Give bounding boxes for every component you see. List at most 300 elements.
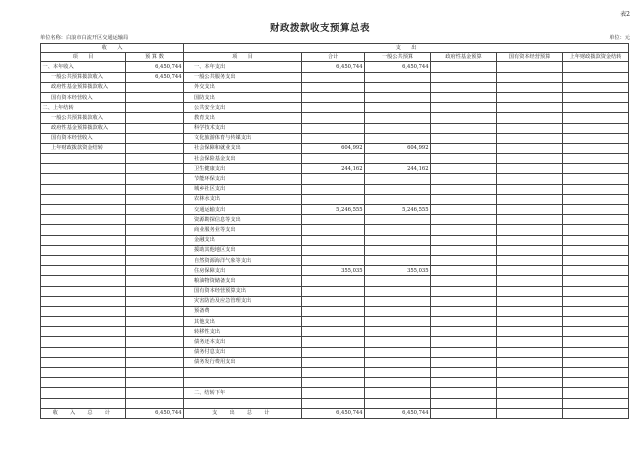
- gov-fund-value: [431, 255, 497, 265]
- carryover-value: [563, 62, 629, 72]
- state-capital-value: [497, 317, 563, 327]
- income-item: [41, 357, 126, 367]
- state-capital-value: [497, 276, 563, 286]
- expense-item: 社会保险基金支出: [184, 154, 302, 164]
- income-item: [41, 398, 126, 408]
- gov-fund-value: [431, 276, 497, 286]
- general-budget-value: [365, 194, 431, 204]
- table-row: [41, 113, 629, 123]
- income-item: [41, 215, 126, 225]
- gov-fund-value: [431, 184, 497, 194]
- income-item: 上年财政拨款资金结转: [41, 143, 126, 153]
- income-item: [41, 317, 126, 327]
- carryover-value: [563, 337, 629, 347]
- income-item: 政府性基金预算拨款收入: [41, 82, 126, 92]
- general-budget-value: [365, 235, 431, 245]
- general-budget-value: [365, 245, 431, 255]
- income-value: [126, 82, 184, 92]
- general-budget-value: [365, 174, 431, 184]
- income-item: [41, 337, 126, 347]
- state-capital-value: [497, 235, 563, 245]
- state-capital-value: [497, 215, 563, 225]
- expense-item: 国有资本经营预算支出: [184, 286, 302, 296]
- table-row: [41, 327, 629, 337]
- income-item: [41, 255, 126, 265]
- table-row: [41, 72, 629, 82]
- income-value: [126, 133, 184, 143]
- carryover-value: [563, 255, 629, 265]
- header-row-group: [41, 44, 629, 53]
- state-capital-header: 国有资本经营预算: [497, 53, 563, 62]
- income-item: [41, 266, 126, 276]
- general-budget-value: [365, 286, 431, 296]
- expense-group-header: 支 出: [184, 44, 629, 53]
- total-value: [302, 215, 365, 225]
- gov-fund-value: [431, 378, 497, 388]
- income-value: [126, 368, 184, 378]
- total-value: [302, 82, 365, 92]
- income-value: [126, 194, 184, 204]
- state-capital-value: [497, 388, 563, 398]
- total-value: [302, 317, 365, 327]
- state-capital-value: [497, 245, 563, 255]
- general-budget-value: [365, 215, 431, 225]
- income-item: 政府性基金预算拨款收入: [41, 123, 126, 133]
- income-value: [126, 225, 184, 235]
- gov-fund-value: [431, 306, 497, 316]
- gov-fund-value: [431, 82, 497, 92]
- total-value: [302, 327, 365, 337]
- total-value: [302, 368, 365, 378]
- carryover-value: [563, 225, 629, 235]
- expense-item: [184, 398, 302, 408]
- state-capital-value: [497, 286, 563, 296]
- income-item-header: 项 目: [41, 53, 126, 62]
- state-capital-value: [497, 184, 563, 194]
- gov-fund-header: 政府性基金预算: [431, 53, 497, 62]
- table-row: [41, 276, 629, 286]
- totals-row: [41, 408, 629, 418]
- income-item: [41, 327, 126, 337]
- expense-item: [184, 378, 302, 388]
- general-budget-value: [365, 276, 431, 286]
- general-budget-value: [365, 225, 431, 235]
- carryover-value: [563, 266, 629, 276]
- general-budget-total: 6,450,744: [365, 408, 431, 418]
- carryover-value: [563, 174, 629, 184]
- total-value: [302, 154, 365, 164]
- total-value: [302, 337, 365, 347]
- expense-item: 预备费: [184, 306, 302, 316]
- unit-label: 单位：元: [609, 35, 630, 41]
- state-capital-value: [497, 205, 563, 215]
- general-budget-value: [365, 103, 431, 113]
- income-value: [126, 398, 184, 408]
- total-value: [302, 245, 365, 255]
- expense-item: 农林水支出: [184, 194, 302, 204]
- carryover-value: [563, 388, 629, 398]
- expense-item: 债务付息支出: [184, 347, 302, 357]
- general-budget-value: 355,035: [365, 266, 431, 276]
- state-capital-value: [497, 72, 563, 82]
- total-value: [302, 133, 365, 143]
- income-value: [126, 276, 184, 286]
- expense-item: 社会保障和就业支出: [184, 143, 302, 153]
- gov-fund-value: [431, 103, 497, 113]
- state-capital-value: [497, 357, 563, 367]
- general-budget-value: 604,992: [365, 143, 431, 153]
- income-value: [126, 327, 184, 337]
- expense-item: 文化旅游体育与传媒支出: [184, 133, 302, 143]
- total-value: [302, 378, 365, 388]
- income-item: [41, 225, 126, 235]
- table-row: [41, 347, 629, 357]
- form-number: 表2: [620, 11, 630, 18]
- income-value: [126, 388, 184, 398]
- table-row: [41, 225, 629, 235]
- income-total-value: 6,450,744: [126, 408, 184, 418]
- income-item: [41, 368, 126, 378]
- state-capital-value: [497, 368, 563, 378]
- state-capital-value: [497, 92, 563, 102]
- expense-item: 债务发行费用支出: [184, 357, 302, 367]
- state-capital-value: [497, 62, 563, 72]
- general-budget-value: [365, 72, 431, 82]
- carryover-value: [563, 194, 629, 204]
- general-budget-value: [365, 123, 431, 133]
- expense-item: 节能环保支出: [184, 174, 302, 184]
- gov-fund-value: [431, 398, 497, 408]
- table-row: [41, 378, 629, 388]
- state-capital-value: [497, 123, 563, 133]
- expense-item: 灾害防治及应急管理支出: [184, 296, 302, 306]
- general-budget-value: 244,162: [365, 164, 431, 174]
- total-value: 5,246,555: [302, 205, 365, 215]
- total-value: [302, 388, 365, 398]
- gov-fund-value: [431, 215, 497, 225]
- general-budget-value: 5,246,555: [365, 205, 431, 215]
- income-item: 二、上年结转: [41, 103, 126, 113]
- table-row: [41, 143, 629, 153]
- expense-item: 二、结转下年: [184, 388, 302, 398]
- page-title: 财政拨款收支预算总表: [269, 23, 370, 34]
- income-item: [41, 235, 126, 245]
- carryover-value: [563, 164, 629, 174]
- expense-item: 城乡社区支出: [184, 184, 302, 194]
- income-item: 一般公共预算拨款收入: [41, 113, 126, 123]
- carryover-value: [563, 82, 629, 92]
- total-value: [302, 103, 365, 113]
- expense-item: 外交支出: [184, 82, 302, 92]
- total-value: [302, 357, 365, 367]
- total-value: [302, 398, 365, 408]
- income-item: 国有资本经营收入: [41, 92, 126, 102]
- table-row: [41, 215, 629, 225]
- expense-item: 债务还本支出: [184, 337, 302, 347]
- income-item: [41, 184, 126, 194]
- expense-item: [184, 368, 302, 378]
- expense-item: 粮油物资储备支出: [184, 276, 302, 286]
- gov-fund-value: [431, 154, 497, 164]
- gov-fund-value: [431, 72, 497, 82]
- income-value: [126, 357, 184, 367]
- general-budget-header: 一般公共预算: [365, 53, 431, 62]
- income-budget-header: 预 算 数: [126, 53, 184, 62]
- income-value: [126, 347, 184, 357]
- table-row: [41, 62, 629, 72]
- income-value: [126, 245, 184, 255]
- state-capital-value: [497, 306, 563, 316]
- income-item: [41, 296, 126, 306]
- expense-item: 其他支出: [184, 317, 302, 327]
- income-item: [41, 245, 126, 255]
- table-row: [41, 337, 629, 347]
- table-row: [41, 123, 629, 133]
- income-item: [41, 378, 126, 388]
- gov-fund-value: [431, 123, 497, 133]
- expense-item: 自然资源海洋气象等支出: [184, 255, 302, 265]
- table-row: [41, 103, 629, 113]
- total-value: [302, 174, 365, 184]
- expense-item: 转移性支出: [184, 327, 302, 337]
- total-value: 6,450,744: [302, 62, 365, 72]
- expense-item-header: 项 目: [184, 53, 302, 62]
- income-item: [41, 205, 126, 215]
- general-budget-value: [365, 82, 431, 92]
- table-row: [41, 388, 629, 398]
- general-budget-value: [365, 337, 431, 347]
- general-budget-value: [365, 184, 431, 194]
- income-value: [126, 154, 184, 164]
- carryover-value: [563, 296, 629, 306]
- income-value: [126, 164, 184, 174]
- gov-fund-value: [431, 194, 497, 204]
- gov-fund-value: [431, 245, 497, 255]
- carryover-value: [563, 113, 629, 123]
- income-value: 6,450,744: [126, 62, 184, 72]
- expense-item: 资源勘探信息等支出: [184, 215, 302, 225]
- state-capital-value: [497, 347, 563, 357]
- gov-fund-value: [431, 317, 497, 327]
- carryover-value: [563, 72, 629, 82]
- income-total-label: 收 入 总 计: [41, 408, 126, 418]
- state-capital-value: [497, 194, 563, 204]
- income-item: [41, 306, 126, 316]
- income-value: [126, 296, 184, 306]
- total-header: 合计: [302, 53, 365, 62]
- carryover-value: [563, 92, 629, 102]
- income-value: [126, 92, 184, 102]
- state-capital-value: [497, 174, 563, 184]
- carryover-header: 上年财政拨款资金结转: [563, 53, 629, 62]
- carryover-value: [563, 215, 629, 225]
- state-capital-value: [497, 266, 563, 276]
- income-value: [126, 103, 184, 113]
- carryover-value: [563, 276, 629, 286]
- state-capital-value: [497, 296, 563, 306]
- state-capital-value: [497, 154, 563, 164]
- gov-fund-value: [431, 337, 497, 347]
- expense-item: 金融支出: [184, 235, 302, 245]
- total-value: [302, 123, 365, 133]
- unit-line: [40, 35, 630, 42]
- total-value: [302, 72, 365, 82]
- table-row: [41, 398, 629, 408]
- table-row: [41, 255, 629, 265]
- general-budget-value: [365, 388, 431, 398]
- total-value: [302, 255, 365, 265]
- income-group-header: 收 入: [41, 44, 184, 53]
- table-row: [41, 174, 629, 184]
- general-budget-value: [365, 398, 431, 408]
- carryover-value: [563, 306, 629, 316]
- state-capital-value: [497, 113, 563, 123]
- gov-fund-value: [431, 205, 497, 215]
- income-value: [126, 113, 184, 123]
- general-budget-value: [365, 133, 431, 143]
- general-budget-value: [365, 357, 431, 367]
- expense-item: 国防支出: [184, 92, 302, 102]
- state-capital-value: [497, 164, 563, 174]
- income-item: [41, 286, 126, 296]
- income-value: [126, 306, 184, 316]
- carryover-value: [563, 286, 629, 296]
- gov-fund-value: [431, 286, 497, 296]
- general-budget-value: [365, 92, 431, 102]
- table-row: [41, 92, 629, 102]
- gov-fund-value: [431, 225, 497, 235]
- carryover-value: [563, 133, 629, 143]
- general-budget-value: [365, 296, 431, 306]
- income-value: [126, 143, 184, 153]
- gov-fund-value: [431, 357, 497, 367]
- income-value: [126, 266, 184, 276]
- table-row: [41, 296, 629, 306]
- total-value: [302, 184, 365, 194]
- gov-fund-value: [431, 368, 497, 378]
- state-capital-value: [497, 82, 563, 92]
- expense-item: 卫生健康支出: [184, 164, 302, 174]
- carryover-value: [563, 357, 629, 367]
- general-budget-value: [365, 317, 431, 327]
- gov-fund-value: [431, 143, 497, 153]
- carryover-value: [563, 327, 629, 337]
- total-value: [302, 286, 365, 296]
- table-row: [41, 317, 629, 327]
- state-capital-value: [497, 378, 563, 388]
- general-budget-value: [365, 113, 431, 123]
- carryover-total: [563, 408, 629, 418]
- income-value: [126, 123, 184, 133]
- expense-item: 住房保障支出: [184, 266, 302, 276]
- income-value: [126, 215, 184, 225]
- gov-fund-value: [431, 347, 497, 357]
- income-value: [126, 317, 184, 327]
- total-value: [302, 347, 365, 357]
- income-item: [41, 194, 126, 204]
- table-row: [41, 368, 629, 378]
- table-row: [41, 235, 629, 245]
- org-name: 单位名称：白浪市白流开区交通运输局: [40, 35, 129, 41]
- income-item: 一、本年收入: [41, 62, 126, 72]
- carryover-value: [563, 143, 629, 153]
- income-item: [41, 276, 126, 286]
- gov-fund-value: [431, 164, 497, 174]
- income-value: [126, 286, 184, 296]
- general-budget-value: [365, 378, 431, 388]
- expense-item: 一般公共服务支出: [184, 72, 302, 82]
- gov-fund-value: [431, 92, 497, 102]
- gov-fund-value: [431, 174, 497, 184]
- expense-item: 一、本年支出: [184, 62, 302, 72]
- table-row: [41, 154, 629, 164]
- gov-fund-total: [431, 408, 497, 418]
- total-value: [302, 225, 365, 235]
- income-value: 6,450,744: [126, 72, 184, 82]
- state-capital-value: [497, 327, 563, 337]
- gov-fund-value: [431, 266, 497, 276]
- header-row-columns: [41, 53, 629, 62]
- carryover-value: [563, 368, 629, 378]
- table-row: [41, 133, 629, 143]
- table-row: [41, 245, 629, 255]
- total-value: [302, 296, 365, 306]
- state-capital-value: [497, 133, 563, 143]
- general-budget-value: [365, 306, 431, 316]
- carryover-value: [563, 235, 629, 245]
- state-capital-value: [497, 225, 563, 235]
- general-budget-value: [365, 347, 431, 357]
- state-capital-value: [497, 143, 563, 153]
- table-row: [41, 184, 629, 194]
- gov-fund-value: [431, 388, 497, 398]
- income-item: [41, 174, 126, 184]
- expense-total-value: 6,450,744: [302, 408, 365, 418]
- income-item: [41, 388, 126, 398]
- total-value: [302, 92, 365, 102]
- table-row: [41, 82, 629, 92]
- state-capital-value: [497, 398, 563, 408]
- gov-fund-value: [431, 62, 497, 72]
- general-budget-value: [365, 327, 431, 337]
- carryover-value: [563, 347, 629, 357]
- income-value: [126, 205, 184, 215]
- gov-fund-value: [431, 133, 497, 143]
- general-budget-value: [365, 368, 431, 378]
- income-value: [126, 337, 184, 347]
- carryover-value: [563, 154, 629, 164]
- total-value: [302, 276, 365, 286]
- general-budget-value: [365, 154, 431, 164]
- income-item: [41, 154, 126, 164]
- state-capital-value: [497, 103, 563, 113]
- expense-item: 商业服务业等支出: [184, 225, 302, 235]
- expense-item: 交通运输支出: [184, 205, 302, 215]
- income-item: 国有资本经营收入: [41, 133, 126, 143]
- expense-item: 科学技术支出: [184, 123, 302, 133]
- total-value: 244,162: [302, 164, 365, 174]
- table-row: [41, 194, 629, 204]
- income-item: [41, 164, 126, 174]
- carryover-value: [563, 245, 629, 255]
- carryover-value: [563, 123, 629, 133]
- carryover-value: [563, 103, 629, 113]
- table-row: [41, 357, 629, 367]
- state-capital-value: [497, 255, 563, 265]
- carryover-value: [563, 378, 629, 388]
- general-budget-value: [365, 255, 431, 265]
- expense-item: 公共安全支出: [184, 103, 302, 113]
